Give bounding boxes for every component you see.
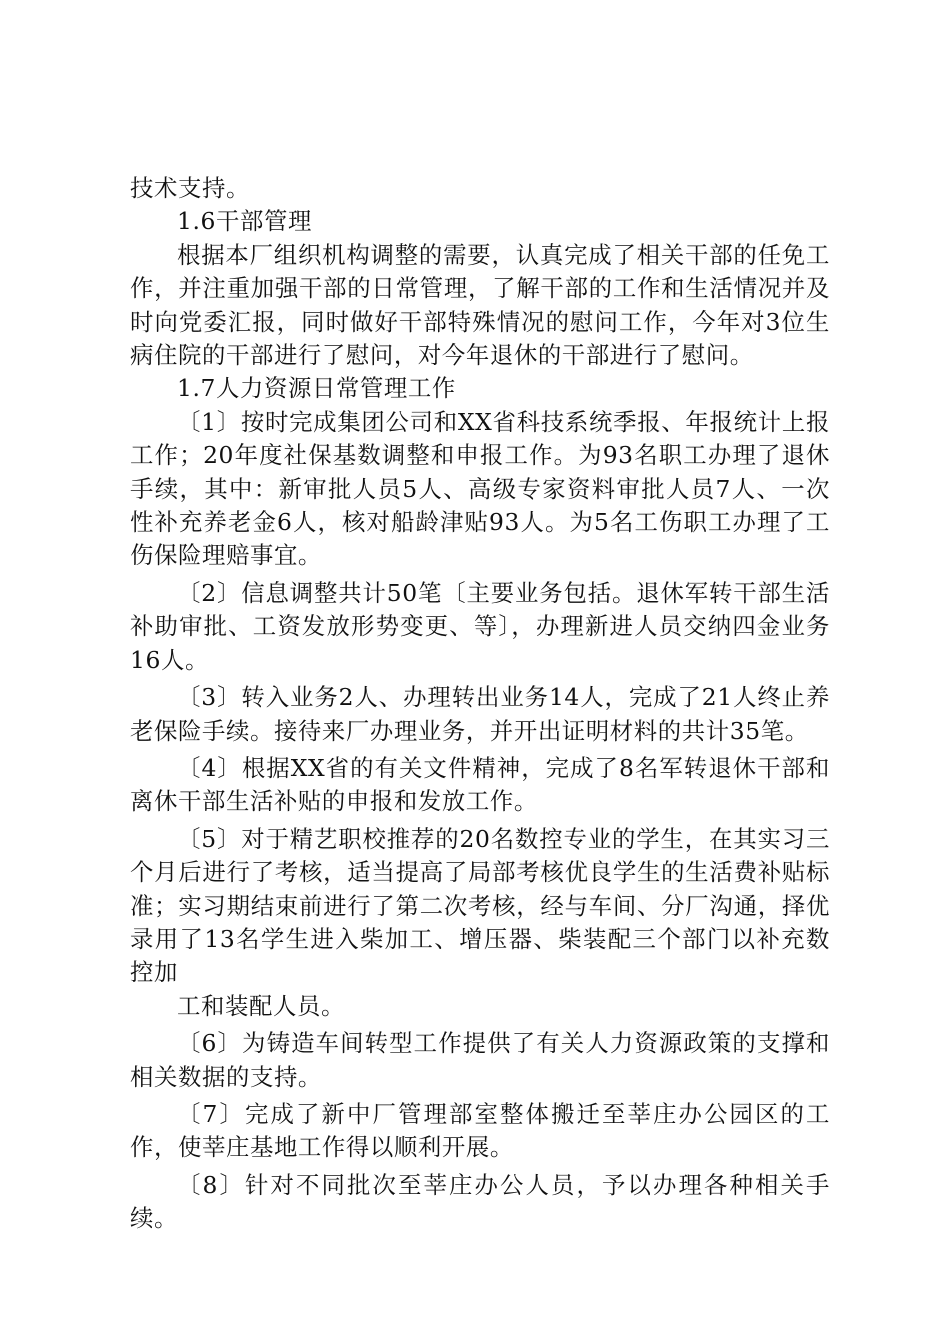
list-item-3: 〔3〕转入业务2人、办理转出业务14人，完成了21人终止养老保险手续。接待来厂办理业务，并开出证明材料的共计35笔。: [130, 683, 830, 745]
document-body: [130, 172, 830, 1236]
paragraph-continuation: 技术支持。: [130, 174, 250, 202]
list-item-5: 〔5〕对于精艺职校推荐的20名数控专业的学生，在其实习三个月后进行了考核，适当提高了局部考核优良学生的生活费补贴标准；实习期结束前进行了第二次考核，经与车间、分厂沟通，择优录用了13名学生进入柴加工、增压器、柴装配三个部门以补充数控加: [130, 824, 830, 987]
paragraph-cadre-management: 根据本厂组织机构调整的需要，认真完成了相关干部的任免工作，并注重加强干部的日常管理，了解干部的工作和生活情况并及时向党委汇报，同时做好干部特殊情况的慰问工作，今年对3位生病住院的干部进行了慰问，对今年退休的干部进行了慰问。: [130, 240, 830, 370]
list-item-1: 〔1〕按时完成集团公司和XX省科技系统季报、年报统计上报工作；20年度社保基数调整和申报工作。为93名职工办理了退休手续，其中：新审批人员5人、高级专家资料审批人员7人、一次性补充养老金6人，核对船龄津贴93人。为5名工伤职工办理了工伤保险理赔事宜。: [130, 407, 830, 570]
list-item-7: 〔7〕完成了新中厂管理部室整体搬迁至莘庄办公园区的工作，使莘庄基地工作得以顺利开展。: [130, 1099, 830, 1162]
list-item-8: 〔8〕针对不同批次至莘庄办公人员，予以办理各种相关手续。: [130, 1170, 830, 1233]
list-item-4: 〔4〕根据XX省的有关文件精神，完成了8名军转退休干部和离休干部生活补贴的申报和发放工作。: [130, 753, 830, 816]
list-item-2: 〔2〕信息调整共计50笔〔主要业务包括。退休军转干部生活补助审批、工资发放形势变更、等〕，办理新进人员交纳四金业务16人。: [130, 578, 830, 674]
list-item-5-continuation: 工和装配人员。: [177, 991, 345, 1020]
list-item-6: 〔6〕为铸造车间转型工作提供了有关人力资源政策的支撑和相关数据的支持。: [130, 1029, 830, 1091]
section-heading-1-7: 1.7人力资源日常管理工作: [177, 374, 456, 403]
section-heading-1-6: 1.6干部管理: [177, 207, 312, 236]
